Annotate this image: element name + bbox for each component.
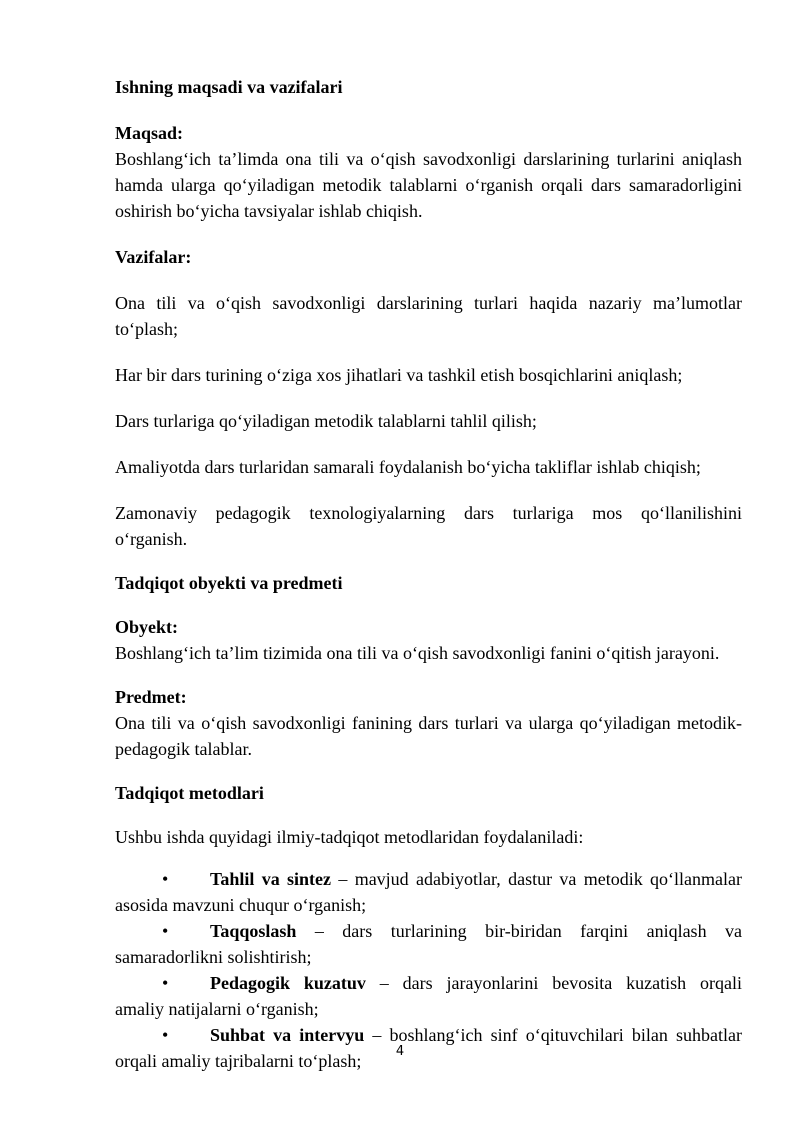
goal-line: oshirish bo‘yicha tavsiyalar ishlab chiqish. <box>115 201 423 221</box>
page-number: 4 <box>395 1044 405 1059</box>
method-term: Suhbat va intervyu <box>210 1025 365 1045</box>
method-description: – dars jarayonlarini bevosita kuzatish orqali <box>365 973 742 993</box>
task-item: Amaliyotda dars turlaridan samarali foydalanish bo‘yicha takliflar ishlab chiqish; <box>115 457 701 477</box>
method-description: – dars turlarining bir-biridan farqini aniqlash va <box>296 921 742 941</box>
section-heading-goals: Ishning maqsadi va vazifalari <box>115 77 343 97</box>
page-content <box>115 74 742 1074</box>
method-term: Tahlil va sintez <box>210 869 332 889</box>
method-term: Pedagogik kuzatuv <box>210 973 366 993</box>
method-description: – boshlang‘ich sinf o‘qituvchilari bilan suhbatlar <box>364 1025 742 1045</box>
task-line: Zamonaviy pedagogik texnologiyalarning dars turlariga mos qo‘llanilishini <box>115 503 742 523</box>
bullet-icon: • <box>162 1025 169 1045</box>
object-label: Obyekt: <box>115 617 178 637</box>
subject-paragraph <box>115 710 742 762</box>
method-item <box>115 970 742 1022</box>
goal-paragraph <box>115 146 742 224</box>
bullet-icon: • <box>162 973 169 993</box>
task-line: o‘rganish. <box>115 529 188 549</box>
subject-line: pedagogik talablar. <box>115 739 252 759</box>
bullet-icon: • <box>162 921 169 941</box>
method-description-cont: amaliy natijalarni o‘rganish; <box>115 999 319 1019</box>
method-description-cont: asosida mavzuni chuqur o‘rganish; <box>115 895 367 915</box>
section-heading-object: Tadqiqot obyekti va predmeti <box>115 573 343 593</box>
object-text: Boshlang‘ich ta’lim tizimida ona tili va o‘qish savodxonligi fanini o‘qitish jarayoni. <box>115 643 720 663</box>
methods-intro: Ushbu ishda quyidagi ilmiy-tadqiqot metodlaridan foydalaniladi: <box>115 827 584 847</box>
tasks-label: Vazifalar: <box>115 247 192 267</box>
task-item: Har bir dars turining o‘ziga xos jihatlari va tashkil etish bosqichlarini aniqlash; <box>115 365 683 385</box>
goal-line: hamda ularga qo‘yiladigan metodik talablarni o‘rganish orqali dars samaradorligini <box>115 175 742 195</box>
method-item <box>115 918 742 970</box>
task-item <box>115 290 742 342</box>
method-description-cont: orqali amaliy tajribalarni to‘plash; <box>115 1051 362 1071</box>
task-line: to‘plash; <box>115 319 178 339</box>
section-heading-methods: Tadqiqot metodlari <box>115 783 264 803</box>
subject-label: Predmet: <box>115 687 187 707</box>
goal-label: Maqsad: <box>115 123 184 143</box>
goal-line: Boshlang‘ich ta’limda ona tili va o‘qish savodxonligi darslarining turlarini aniqlash <box>115 149 742 169</box>
task-item: Dars turlariga qo‘yiladigan metodik talablarni tahlil qilish; <box>115 411 537 431</box>
task-item <box>115 500 742 552</box>
method-term: Taqqoslash <box>210 921 297 941</box>
subject-line: Ona tili va o‘qish savodxonligi fanining dars turlari va ularga qo‘yiladigan metodik- <box>115 713 742 733</box>
method-description-cont: samaradorlikni solishtirish; <box>115 947 312 967</box>
method-item <box>115 866 742 918</box>
method-description: – mavjud adabiyotlar, dastur va metodik qo‘llanmalar <box>331 869 743 889</box>
methods-list <box>115 866 742 1074</box>
bullet-icon: • <box>162 869 169 889</box>
task-line: Ona tili va o‘qish savodxonligi darslarining turlari haqida nazariy ma’lumotlar <box>115 293 742 313</box>
